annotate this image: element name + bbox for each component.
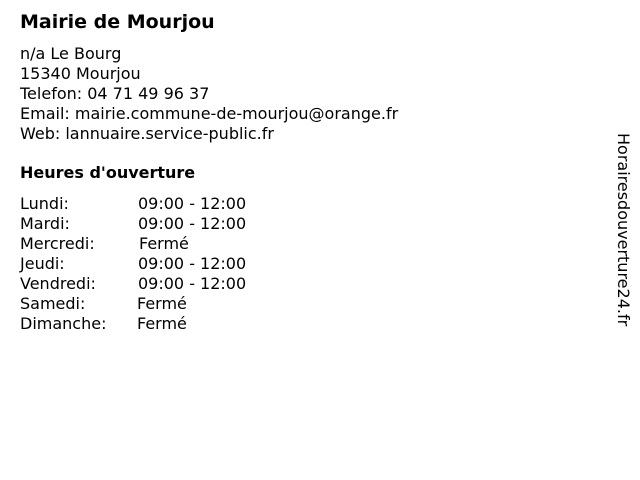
hours-row-jeudi bbox=[20, 254, 320, 274]
day-label: Dimanche: bbox=[20, 314, 107, 333]
web-text: Web: lannuaire.service-public.fr bbox=[20, 124, 274, 143]
hours-heading: Heures d'ouverture bbox=[20, 163, 196, 182]
page-title: Mairie de Mourjou bbox=[20, 11, 215, 33]
day-label: Mardi: bbox=[20, 214, 70, 233]
time-value: 09:00 - 12:00 bbox=[138, 274, 247, 293]
time-value: 09:00 - 12:00 bbox=[138, 214, 247, 233]
day-label: Lundi: bbox=[20, 194, 69, 213]
time-value: Fermé bbox=[137, 294, 187, 313]
hours-table bbox=[20, 194, 320, 334]
day-label: Jeudi: bbox=[20, 254, 65, 273]
time-value: Fermé bbox=[137, 314, 187, 333]
hours-row-mercredi bbox=[20, 234, 320, 254]
day-label: Vendredi: bbox=[20, 274, 96, 293]
hours-row-vendredi bbox=[20, 274, 320, 294]
time-value: Fermé bbox=[139, 234, 189, 253]
time-value: 09:00 - 12:00 bbox=[138, 254, 247, 273]
hours-row-dimanche bbox=[20, 314, 320, 334]
site-watermark-text: Horairesdouverture24.fr bbox=[614, 133, 633, 327]
contact-block bbox=[20, 44, 398, 144]
time-value: 09:00 - 12:00 bbox=[138, 194, 247, 213]
address-line-1: n/a Le Bourg bbox=[20, 44, 122, 63]
hours-row-samedi bbox=[20, 294, 320, 314]
day-label: Mercredi: bbox=[20, 234, 95, 253]
day-label: Samedi: bbox=[20, 294, 86, 313]
phone-text: Telefon: 04 71 49 96 37 bbox=[20, 84, 210, 103]
email-text: Email: mairie.commune-de-mourjou@orange.fr bbox=[20, 104, 399, 123]
hours-row-mardi bbox=[20, 214, 320, 234]
site-watermark bbox=[612, 133, 634, 373]
address-line-2: 15340 Mourjou bbox=[20, 64, 141, 83]
hours-row-lundi bbox=[20, 194, 320, 214]
